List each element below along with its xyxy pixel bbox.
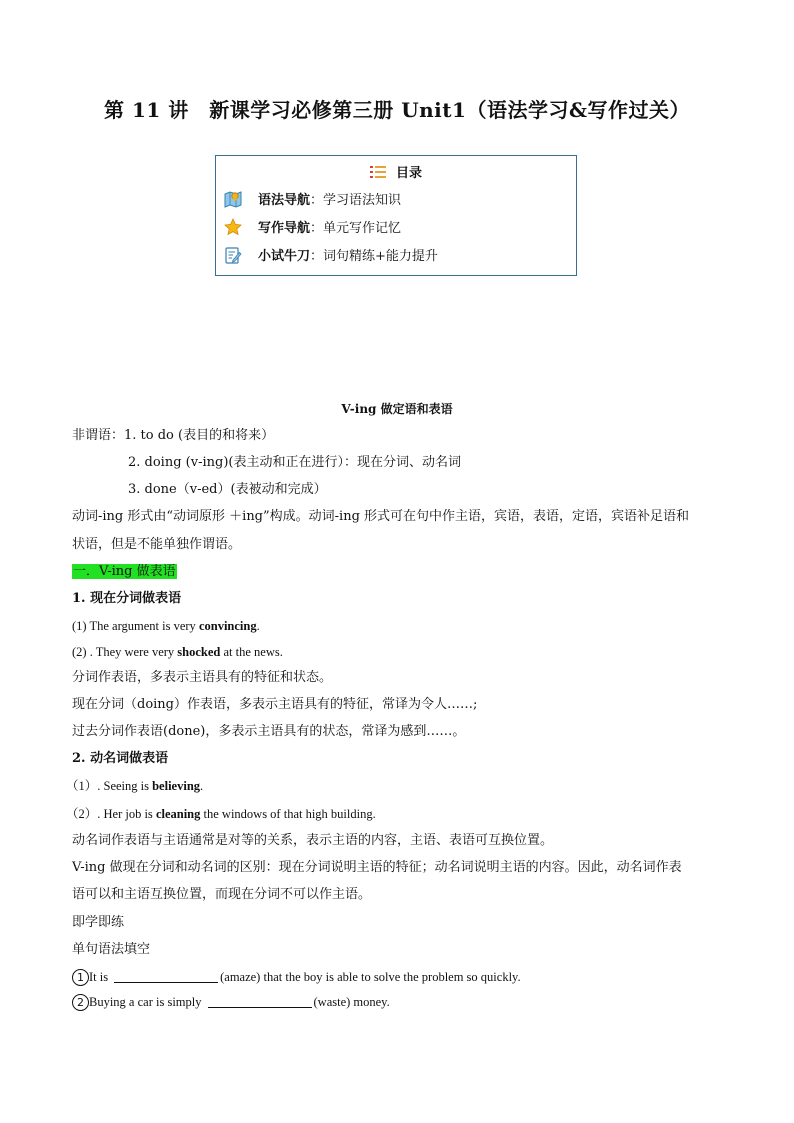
map-pin-icon bbox=[224, 190, 242, 208]
practice-heading: 即学即练 bbox=[72, 915, 125, 930]
toc-item-writing[interactable]: 写作导航：单元写作记忆 bbox=[224, 218, 401, 238]
nonfinite-line-1: 非谓语：1. to do (表目的和将来） bbox=[72, 428, 275, 443]
question-number: 1 bbox=[72, 969, 89, 986]
question-number: 2 bbox=[72, 994, 89, 1011]
highlighted-heading: 一．V-ing 做表语 bbox=[73, 564, 176, 579]
paragraph-line: 语可以和主语互换位置，而现在分词不可以作主语。 bbox=[72, 887, 372, 902]
question-2: 2 Buying a car is simply (waste) money. bbox=[72, 992, 390, 1012]
nonfinite-line-3: 3. done（v-ed）(表被动和完成） bbox=[128, 482, 327, 497]
nonfinite-line-2: 2. doing (v-ing)(表主动和正在进行）：现在分词、动名词 bbox=[128, 455, 461, 470]
example-line: （2）. Her job is cleaning the windows of that high building. bbox=[66, 807, 376, 821]
page-title: 第 11 讲 新课学习必修第三册 Unit1（语法学习&写作过关） bbox=[103, 98, 690, 122]
answer-blank[interactable] bbox=[208, 995, 312, 1008]
table-of-contents bbox=[215, 155, 577, 276]
paragraph-line: V-ing 做现在分词和动名词的区别：现在分词说明主语的特征；动名词说明主语的内容。因此，动名词作表 bbox=[72, 860, 682, 875]
subheading-present-participle: 1. 现在分词做表语 bbox=[72, 591, 182, 606]
paragraph-line: 过去分词作表语(done)，多表示主语具有的状态，常译为感到……。 bbox=[72, 724, 466, 739]
example-line: (1) The argument is very convincing. bbox=[72, 619, 260, 633]
exercise-heading: 单句语法填空 bbox=[72, 942, 151, 957]
answer-blank[interactable] bbox=[114, 970, 218, 983]
example-line: （1）. Seeing is believing. bbox=[66, 779, 204, 793]
toc-item-practice[interactable]: 小试牛刀：词句精练+能力提升 bbox=[224, 246, 438, 266]
star-icon bbox=[224, 218, 242, 236]
paragraph-line: 状语，但是不能单独作谓语。 bbox=[72, 537, 242, 552]
toc-item-grammar[interactable]: 语法导航：学习语法知识 bbox=[224, 190, 401, 210]
paragraph-line: 分词作表语，多表示主语具有的特征和状态。 bbox=[72, 670, 333, 685]
paragraph-line: 现在分词（doing）作表语，多表示主语具有的特征，常译为令人……; bbox=[72, 697, 478, 712]
example-line: (2) . They were very shocked at the news. bbox=[72, 645, 283, 659]
question-1: 1 It is (amaze) that the boy is able to solve the problem so quickly. bbox=[72, 967, 521, 987]
list-icon bbox=[370, 165, 386, 183]
toc-heading-text: 目录 bbox=[395, 166, 422, 181]
toc-heading bbox=[216, 162, 576, 183]
edit-note-icon bbox=[224, 246, 242, 264]
subsection-heading bbox=[72, 562, 177, 582]
section-title: V-ing 做定语和表语 bbox=[341, 402, 453, 416]
paragraph-line: 动词-ing 形式由“动词原形 ＋ing”构成。动词-ing 形式可在句中作主语，宾语，表语，定语，宾语补足语和 bbox=[72, 509, 690, 524]
paragraph-line: 动名词作表语与主语通常是对等的关系，表示主语的内容，主语、表语可互换位置。 bbox=[72, 833, 554, 848]
subheading-gerund: 2. 动名词做表语 bbox=[72, 751, 169, 766]
